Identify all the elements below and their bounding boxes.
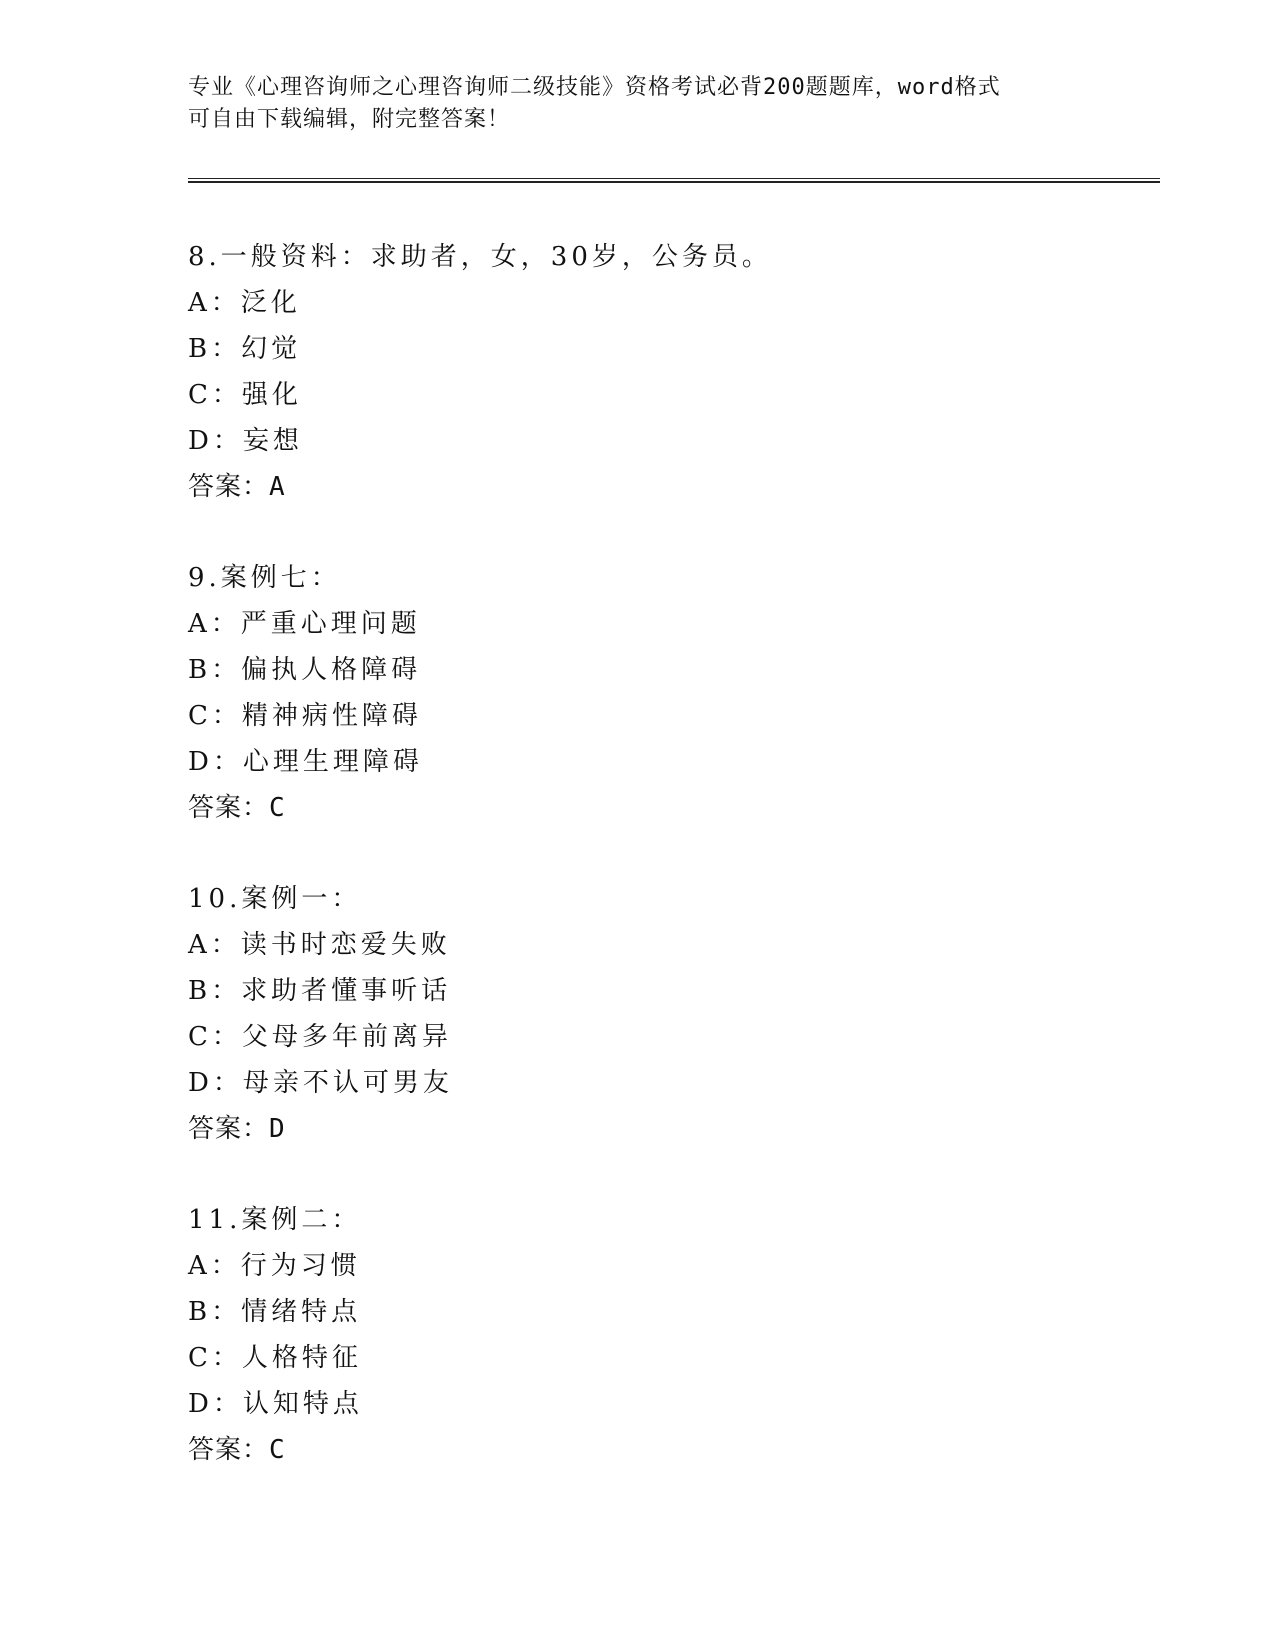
- answer-label: 答案：D: [188, 1114, 286, 1144]
- question-10: [188, 876, 1088, 1152]
- option-d: D：妄想: [188, 426, 303, 456]
- answer-label: 答案：A: [188, 472, 286, 502]
- header-line-2: 可自由下载编辑，附完整答案！: [188, 107, 511, 132]
- question-stem: 10.案例一：: [188, 884, 362, 914]
- option-c: C：父母多年前离异: [188, 1022, 452, 1052]
- question-stem: 11.案例二：: [188, 1205, 362, 1235]
- option-c: C：人格特征: [188, 1343, 362, 1373]
- option-c: C：精神病性障碍: [188, 701, 422, 731]
- option-b: B：情绪特点: [188, 1297, 362, 1327]
- answer-label: 答案：C: [188, 1435, 286, 1465]
- answer-label: 答案：C: [188, 793, 286, 823]
- option-b: B：求助者懂事听话: [188, 976, 452, 1006]
- question-11: [188, 1197, 1088, 1473]
- option-a: A：严重心理问题: [188, 609, 421, 639]
- option-d: D：心理生理障碍: [188, 747, 423, 777]
- question-stem: 8.一般资料：求助者，女，30岁，公务员。: [188, 242, 772, 272]
- option-b: B：偏执人格障碍: [188, 655, 422, 685]
- header-divider: [188, 178, 1160, 183]
- option-d: D：认知特点: [188, 1389, 363, 1419]
- header-line-1: 专业《心理咨询师之心理咨询师二级技能》资格考试必背200题题库，word格式: [188, 75, 1001, 100]
- question-8: [188, 234, 1088, 510]
- question-stem: 9.案例七：: [188, 563, 341, 593]
- document-header: [188, 72, 1088, 136]
- option-c: C：强化: [188, 380, 302, 410]
- option-b: B：幻觉: [188, 334, 302, 364]
- option-a: A：行为习惯: [188, 1251, 361, 1281]
- option-a: A：读书时恋爱失败: [188, 930, 451, 960]
- question-9: [188, 555, 1088, 831]
- option-a: A：泛化: [188, 288, 301, 318]
- option-d: D：母亲不认可男友: [188, 1068, 453, 1098]
